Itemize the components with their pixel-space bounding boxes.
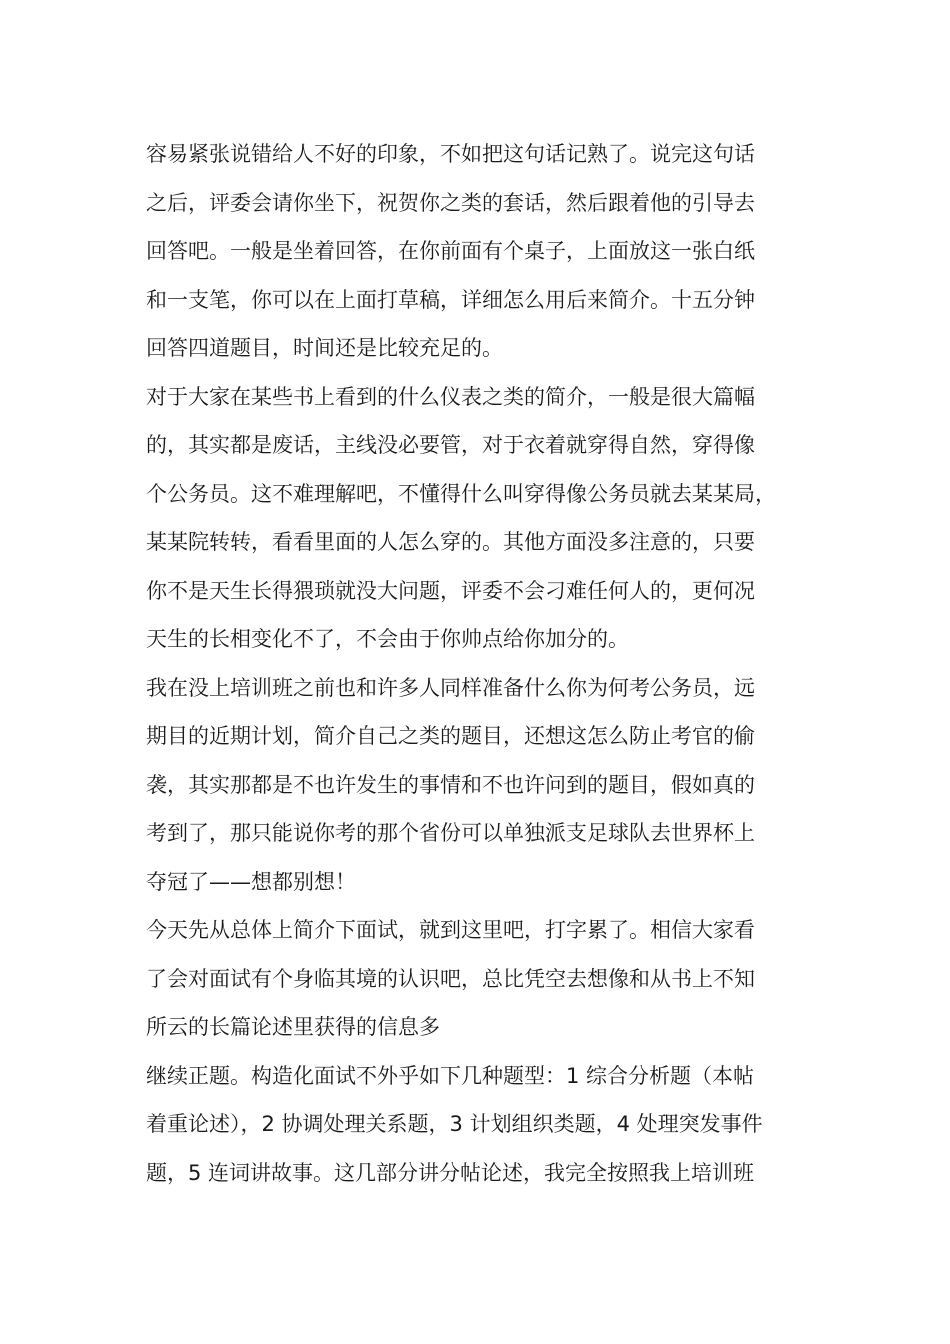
text-line: 题，5 连词讲故事。这几部分讲分帖论述，我完全按照我上培训班 [146,1160,755,1185]
text-line: 今天先从总体上简介下面试，就到这里吧，打字累了。相信大家看 [146,918,755,942]
text-line: 对于大家在某些书上看到的什么仪表之类的简介，一般是很大篇幅 [146,384,755,409]
body-text [146,130,806,1197]
text-line: 天生的长相变化不了，不会由于你帅点给你加分的。 [146,627,629,651]
text-line: 夺冠了——想都别想！ [146,869,356,894]
text-line: 期目的近期计划，简介自己之类的题目，还想这怎么防止考官的偷 [146,724,755,748]
text-line: 所云的长篇论述里获得的信息多 [146,1015,440,1039]
text-line: 回答吧。一般是坐着回答，在你前面有个桌子，上面放这一张白纸 [146,239,755,263]
text-line: 考到了，那只能说你考的那个省份可以单独派支足球队去世界杯上 [146,821,755,845]
text-line: 回答四道题目，时间还是比较充足的。 [146,336,503,360]
text-line: 之后，评委会请你坐下，祝贺你之类的套话，然后跟着他的引导去 [146,190,755,215]
text-line: 我在没上培训班之前也和许多人同样准备什么你为何考公务员，远 [146,675,755,700]
text-line: 个公务员。这不难理解吧，不懂得什么叫穿得像公务员就去某某局， [146,481,776,506]
text-line: 继续正题。构造化面试不外乎如下几种题型：1 综合分析题（本帖 [146,1063,755,1088]
text-line: 袭，其实那都是不也许发生的事情和不也许问到的题目，假如真的 [146,772,755,797]
text-line: 了会对面试有个身临其境的认识吧，总比凭空去想像和从书上不知 [146,966,755,991]
text-line: 着重论述），2 协调处理关系题，3 计划组织类题，4 处理突发事件 [146,1112,763,1136]
text-line: 你不是天生长得猥琐就没大问题，评委不会刁难任何人的，更何况 [146,578,755,603]
text-line: 和一支笔，你可以在上面打草稿，详细怎么用后来简介。十五分钟 [146,287,755,312]
text-line: 某某院转转，看看里面的人怎么穿的。其他方面没多注意的，只要 [146,530,755,554]
text-line: 容易紧张说错给人不好的印象，不如把这句话记熟了。说完这句话 [146,142,755,166]
text-line: 的，其实都是废话，主线没必要管，对于衣着就穿得自然，穿得像 [146,433,755,457]
